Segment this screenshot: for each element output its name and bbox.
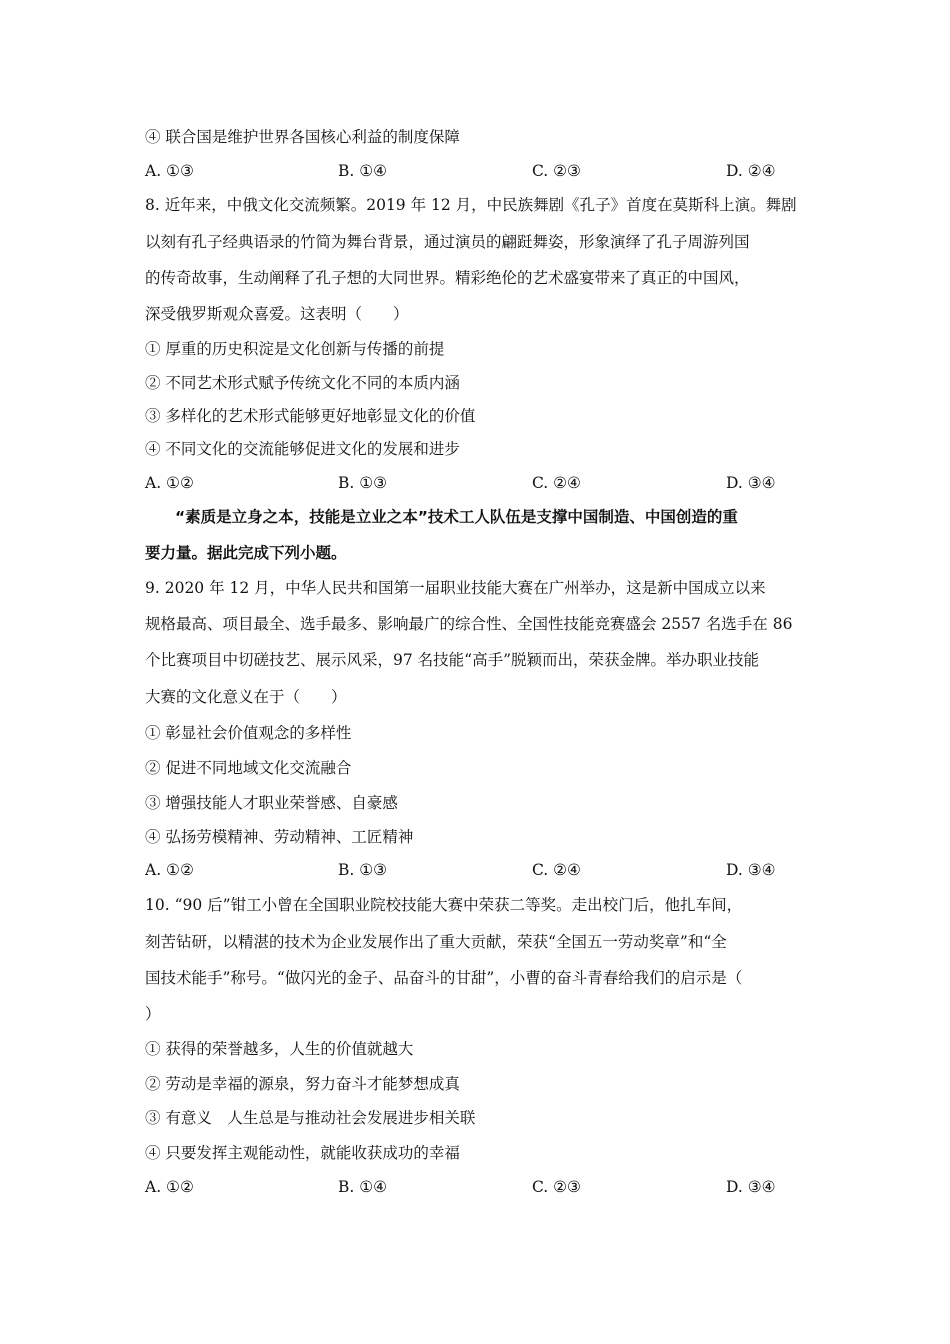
q8-stem-line-1: 8. 近年来，中俄文化交流频繁。2019 年 12 月，中民族舞剧《孔子》首度在莫斯科上演。舞剧 — [145, 196, 797, 214]
q7-option-c: C. ②③ — [532, 162, 581, 180]
intro-line-2: 要力量。据此完成下列小题。 — [145, 544, 347, 562]
q10-option-d: D. ③④ — [726, 1178, 776, 1196]
q9-item-1: ① 彰显社会价值观念的多样性 — [145, 724, 352, 742]
q8-item-2: ② 不同艺术形式赋予传统文化不同的本质内涵 — [145, 374, 460, 392]
q10-option-c: C. ②③ — [532, 1178, 581, 1196]
q8-stem-line-4: 深受俄罗斯观众喜爱。这表明（ ） — [145, 305, 409, 323]
q8-option-a: A. ①② — [145, 474, 194, 492]
q10-item-1: ① 获得的荣誉越多，人生的价值就越大 — [145, 1040, 414, 1058]
q7-option-b: B. ①④ — [338, 162, 388, 180]
q9-stem-line-1: 9. 2020 年 12 月，中华人民共和国第一届职业技能大赛在广州举办，这是新中国成立以来 — [145, 579, 766, 597]
q10-option-a: A. ①② — [145, 1178, 194, 1196]
q10-stem-line-1: 10. “90 后”钳工小曾在全国职业院校技能大赛中荣获二等奖。走出校门后，他扎车间， — [145, 896, 743, 914]
q8-item-4: ④ 不同文化的交流能够促进文化的发展和进步 — [145, 440, 460, 458]
q9-stem-line-4: 大赛的文化意义在于（ ） — [145, 688, 347, 706]
q9-option-c: C. ②④ — [532, 861, 581, 879]
q9-option-a: A. ①② — [145, 861, 194, 879]
q10-item-2: ② 劳动是幸福的源泉，努力奋斗才能梦想成真 — [145, 1075, 460, 1093]
q9-option-b: B. ①③ — [338, 861, 388, 879]
intro-line-1: “素质是立身之本，技能是立业之本”技术工人队伍是支撑中国制造、中国创造的重 — [175, 508, 738, 526]
q9-item-4: ④ 弘扬劳模精神、劳动精神、工匠精神 — [145, 828, 414, 846]
q8-stem-line-2: 以刻有孔子经典语录的竹简为舞台背景，通过演员的翩跹舞姿，形象演绎了孔子周游列国 — [145, 233, 750, 251]
q7-option-d: D. ②④ — [726, 162, 776, 180]
q10-stem-line-4: ） — [145, 1005, 161, 1023]
q7-option-a: A. ①③ — [145, 162, 194, 180]
q10-option-b: B. ①④ — [338, 1178, 388, 1196]
q8-item-1: ① 厚重的历史积淀是文化创新与传播的前提 — [145, 340, 445, 358]
q10-stem-line-3: 国技术能手”称号。“做闪光的金子、品奋斗的甘甜”，小曹的奋斗青春给我们的启示是（ — [145, 969, 743, 987]
q9-item-3: ③ 增强技能人才职业荣誉感、自豪感 — [145, 794, 398, 812]
q7-item-4: ④ 联合国是维护世界各国核心利益的制度保障 — [145, 128, 460, 146]
q9-stem-line-2: 规格最高、项目最全、选手最多、影响最广的综合性、全国性技能竞赛盛会 2557 名选手在 86 — [145, 615, 793, 633]
q8-option-d: D. ③④ — [726, 474, 776, 492]
q10-item-4: ④ 只要发挥主观能动性，就能收获成功的幸福 — [145, 1144, 460, 1162]
q9-item-2: ② 促进不同地域文化交流融合 — [145, 759, 352, 777]
q8-option-b: B. ①③ — [338, 474, 388, 492]
q8-item-3: ③ 多样化的艺术形式能够更好地彰显文化的价值 — [145, 407, 476, 425]
q9-stem-line-3: 个比赛项目中切磋技艺、展示风采，97 名技能“高手”脱颖而出，荣获金牌。举办职业技能 — [145, 651, 760, 669]
q10-item-3: ③ 有意义 人生总是与推动社会发展进步相关联 — [145, 1109, 476, 1127]
q9-option-d: D. ③④ — [726, 861, 776, 879]
q8-option-c: C. ②④ — [532, 474, 581, 492]
q8-stem-line-3: 的传奇故事，生动阐释了孔子想的大同世界。精彩绝伦的艺术盛宴带来了真正的中国风， — [145, 269, 750, 287]
q10-stem-line-2: 刻苦钻研，以精湛的技术为企业发展作出了重大贡献，荣获“全国五一劳动奖章”和“全 — [145, 933, 727, 951]
